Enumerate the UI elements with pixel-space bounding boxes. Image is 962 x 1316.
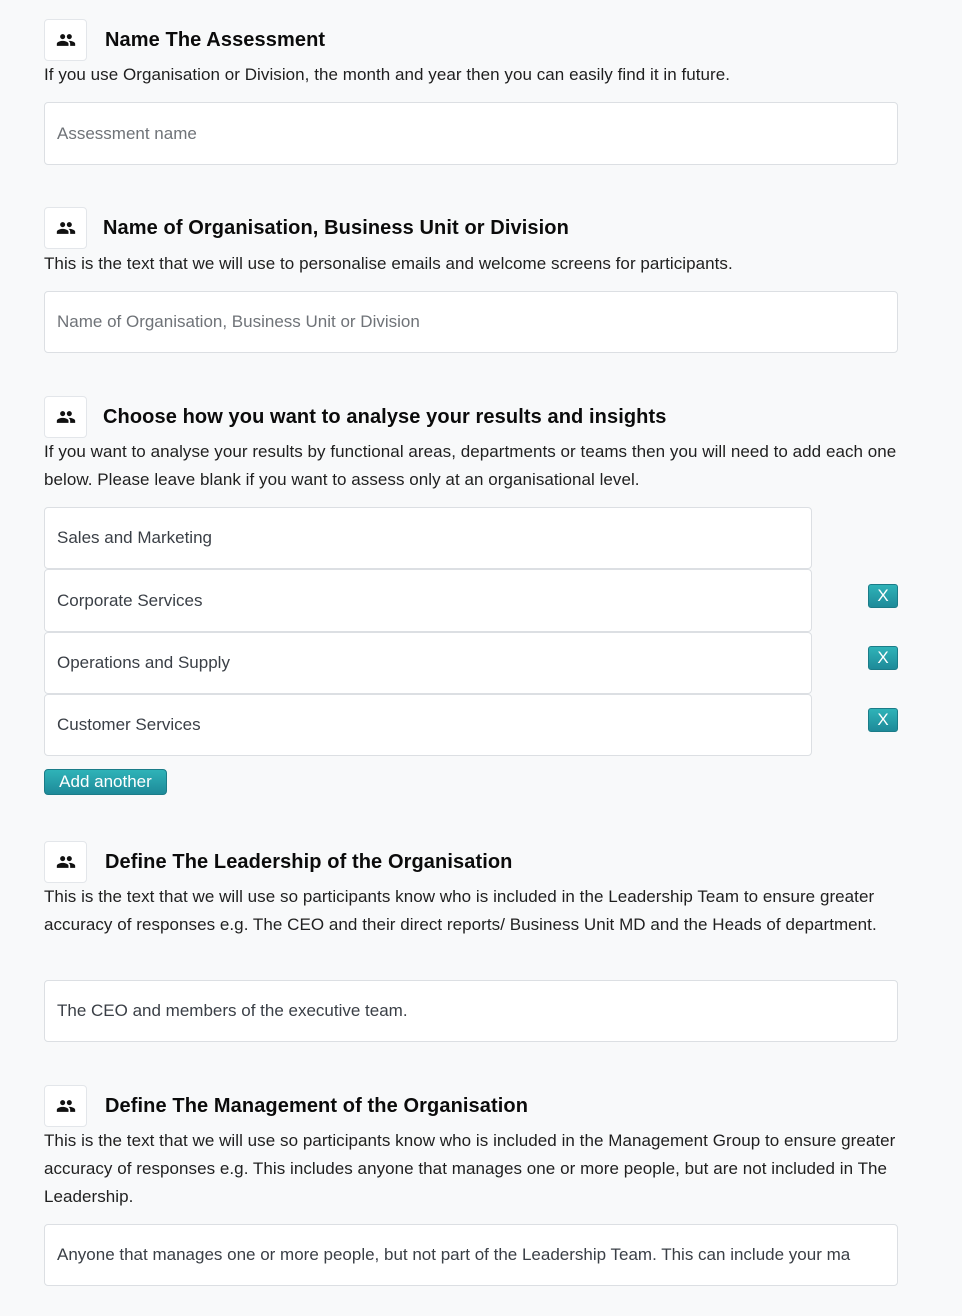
section-organisation-name xyxy=(44,207,898,278)
section-assessment-name xyxy=(44,19,898,89)
leadership-definition-input[interactable]: The CEO and members of the executive team. xyxy=(44,980,898,1042)
assessment-name-input[interactable]: Assessment name xyxy=(44,102,898,165)
section-description: If you use Organisation or Division, the month and year then you can easily find it in future. xyxy=(44,65,731,84)
group-input[interactable]: Operations and Supply xyxy=(44,632,812,694)
section-title: Name The Assessment xyxy=(105,28,326,51)
people-icon xyxy=(44,841,87,883)
remove-group-button[interactable]: X xyxy=(868,584,898,608)
organisation-name-input[interactable]: Name of Organisation, Business Unit or Division xyxy=(44,291,898,353)
remove-group-button[interactable]: X xyxy=(868,708,898,732)
section-description: This is the text that we will use so participants know who is included in the Management Group to ensure greater accuracy of responses e.g. This includes anyone that manages one or more people, but are not included in The Leadership. xyxy=(44,1131,896,1206)
people-icon xyxy=(44,19,87,61)
section-leadership xyxy=(44,841,898,939)
section-title: Define The Leadership of the Organisation xyxy=(105,850,513,873)
people-icon xyxy=(44,207,87,249)
people-icon xyxy=(44,396,87,438)
add-another-button[interactable]: Add another xyxy=(44,769,167,795)
section-description: If you want to analyse your results by functional areas, departments or teams then you will need to add each one below. Please leave blank if you want to assess only at an organisational level. xyxy=(44,442,897,489)
section-title: Choose how you want to analyse your results and insights xyxy=(103,405,667,428)
section-title: Name of Organisation, Business Unit or Division xyxy=(103,216,569,239)
remove-group-button[interactable]: X xyxy=(868,646,898,670)
section-description: This is the text that we will use so participants know who is included in the Leadership Team to ensure greater accuracy of responses e.g. The CEO and their direct reports/ Business Unit MD and the Heads of department. xyxy=(44,887,877,934)
group-input[interactable]: Sales and Marketing xyxy=(44,507,812,569)
group-input[interactable]: Corporate Services xyxy=(44,569,812,632)
section-management xyxy=(44,1085,898,1211)
section-description: This is the text that we will use to personalise emails and welcome screens for participants. xyxy=(44,254,733,273)
section-title: Define The Management of the Organisation xyxy=(105,1094,529,1117)
group-input[interactable]: Customer Services xyxy=(44,694,812,756)
section-analysis-groups xyxy=(44,396,898,494)
management-definition-input[interactable]: Anyone that manages one or more people, but not part of the Leadership Team. This can include your ma xyxy=(44,1224,898,1286)
people-icon xyxy=(44,1085,87,1127)
